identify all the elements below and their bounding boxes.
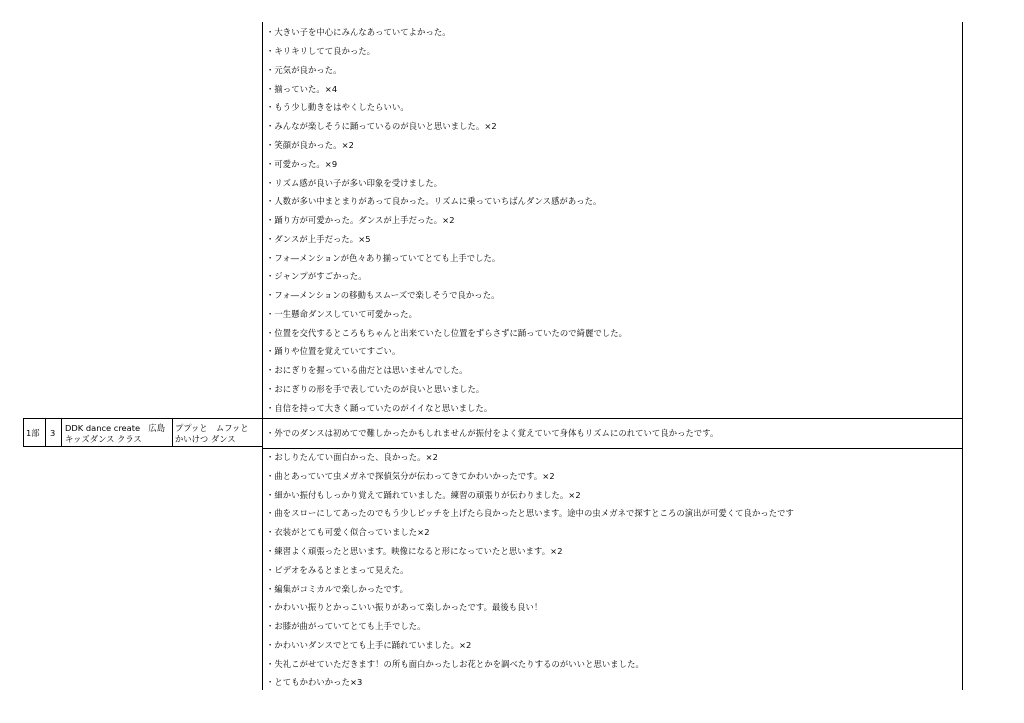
- list-item: ・もう少し動きをはやくしたらいい。: [266, 102, 409, 112]
- list-item: ・笑顔が良かった。×2: [266, 140, 355, 150]
- list-item: ・みんなが楽しそうに踊っているのが良いと思いました。×2: [266, 121, 497, 131]
- song-title-line1: ププッと ムフッと: [175, 423, 249, 433]
- list-item: ・失礼こがせていただきます！の所も面白かったしお花とかを調べたりするのがいいと思いました。: [266, 659, 644, 669]
- list-item: ・ダンスが上手だった。×5: [266, 234, 371, 244]
- entry-bottom-border-comment: [262, 448, 963, 449]
- list-item: ・一生懸命ダンスしていて可愛かった。: [266, 309, 417, 319]
- list-item: ・フォ―メンションの移動もスムーズで楽しそうで良かった。: [266, 290, 500, 300]
- list-item: ・かわいい振りとかっこいい振りがあって楽しかったです。最後も良い！: [266, 602, 543, 612]
- song-title-line2: かいけつ ダンス: [175, 434, 236, 444]
- division-cell: 1部: [26, 428, 40, 438]
- list-item: ・衣装がとても可愛く似合っていました×2: [266, 527, 430, 537]
- division-right-border: [45, 418, 46, 446]
- number-cell: 3: [50, 428, 56, 438]
- entry-bottom-border-left: [23, 446, 263, 447]
- number-right-border: [61, 418, 62, 446]
- team-name-line1: DDK dance create 広島: [65, 423, 165, 433]
- list-item: ・位置を交代するところもちゃんと出来ていたし位置をずらさずに踊っていたので綺麗でした。: [266, 328, 628, 338]
- list-item: ・かわいいダンスでとても上手に踊れていました。×2: [266, 640, 472, 650]
- list-item: ・曲とあっていて虫メガネで探偵気分が伝わってきてかわいかったです。×2: [266, 471, 555, 481]
- list-item: ・ジャンプがすごかった。: [266, 271, 367, 281]
- team-name-line2: キッズダンス クラス: [65, 434, 142, 444]
- entry-left-border: [23, 418, 24, 446]
- list-item: ・とてもかわいかった×3: [266, 677, 363, 687]
- team-right-border: [172, 418, 173, 446]
- list-item: ・キリキリしてて良かった。: [266, 46, 376, 56]
- list-item: ・ビデオをみるとまとまって見えた。: [266, 565, 409, 575]
- entry-first-comment: ・外でのダンスは初めてで難しかったかもしれませんが振付をよく覚えていて身体もリズムにのれていて良かったです。: [266, 428, 719, 438]
- list-item: ・元気が良かった。: [266, 65, 342, 75]
- list-item: ・編集がコミカルで楽しかったです。: [266, 584, 409, 594]
- list-item: ・おにぎりを握っている曲だとは思いませんでした。: [266, 365, 468, 375]
- list-item: ・踊り方が可愛かった。ダンスが上手だった。×2: [266, 215, 455, 225]
- list-item: ・踊りや位置を覚えていてすごい。: [266, 346, 401, 356]
- list-item: ・細かい振付もしっかり覚えて踊れていました。練習の頑張りが伝わりました。×2: [266, 490, 581, 500]
- list-item: ・リズム感が良い子が多い印象を受けました。: [266, 178, 443, 188]
- list-item: ・おにぎりの形を手で表していたのが良いと思いました。: [266, 384, 485, 394]
- list-item: ・おしりたんてい面白かった、良かった。×2: [266, 452, 438, 462]
- list-item: ・可愛かった。×9: [266, 159, 338, 169]
- list-item: ・フォ―メンションが色々あり揃っていてとても上手でした。: [266, 253, 501, 263]
- list-item: ・曲をスローにしてあったのでもう少しピッチを上げたら良かったと思います。途中の虫メガネで探すところの演出が可愛くて良かったです: [266, 508, 794, 518]
- list-item: ・自信を持って大きく踊っていたのがイイなと思いました。: [266, 403, 493, 413]
- comment-column-left-border: [262, 22, 263, 690]
- list-item: ・大きい子を中心にみんなあっていてよかった。: [266, 27, 451, 37]
- comment-column-right-border: [962, 22, 963, 690]
- list-item: ・練習よく頑張ったと思います。映像になると形になっていたと思います。×2: [266, 546, 563, 556]
- list-item: ・お膝が曲がっていてとても上手でした。: [266, 621, 426, 631]
- list-item: ・人数が多い中まとまりがあって良かった。リズムに乗っていちばんダンス感があった。: [266, 196, 602, 206]
- entry-top-border: [23, 418, 963, 419]
- list-item: ・揃っていた。×4: [266, 84, 338, 94]
